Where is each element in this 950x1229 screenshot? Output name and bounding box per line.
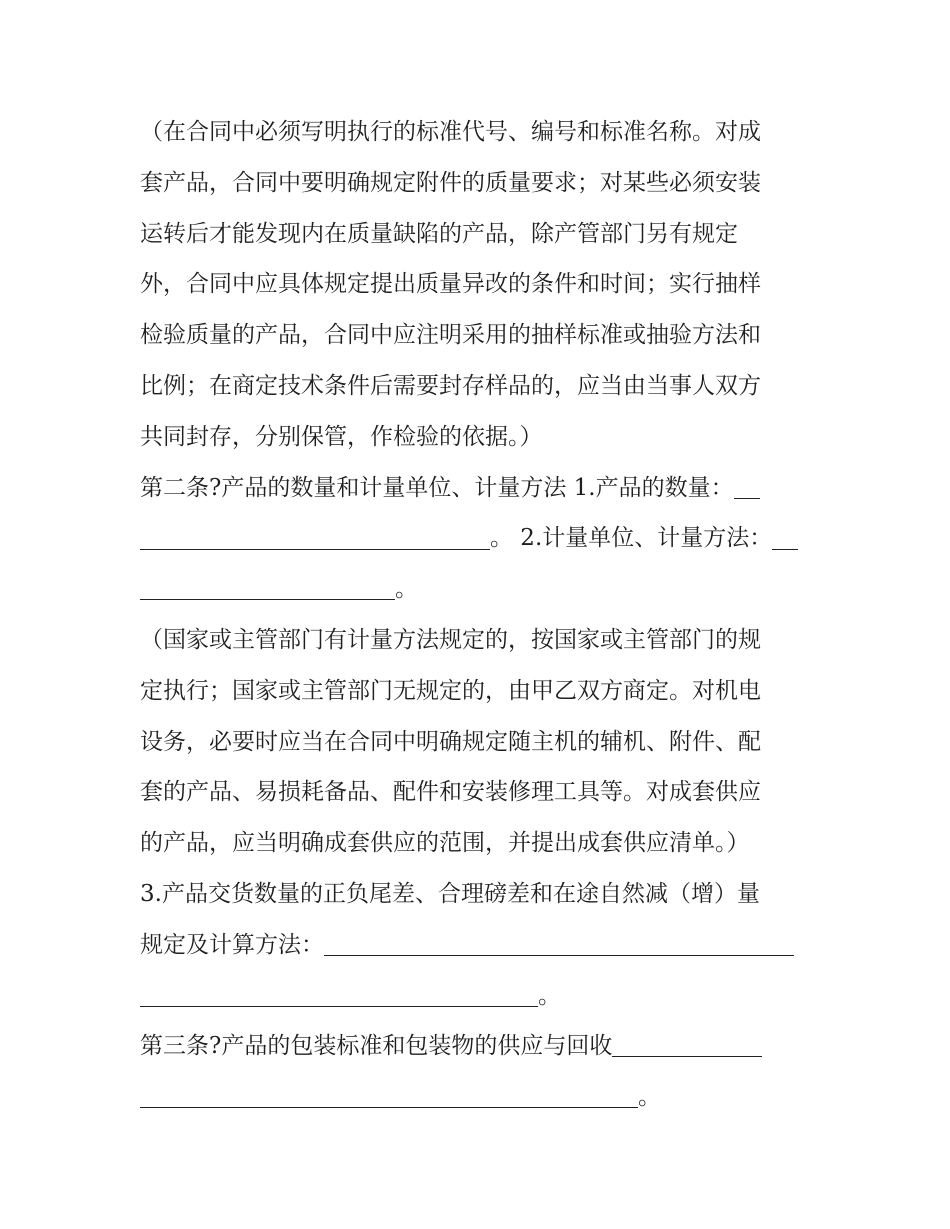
packaging-blank[interactable]	[612, 1030, 762, 1057]
contract-page	[140, 107, 812, 1123]
unit-method-blank-continued[interactable]	[140, 573, 395, 600]
article-2-heading	[140, 463, 812, 514]
article-2-line-2	[140, 513, 812, 564]
item-3-line-2	[140, 920, 812, 971]
quantity-note-line: 套的产品、易损耗备品、配件和安装修理工具等。对成套供应	[140, 779, 761, 806]
calculation-method-blank-continued[interactable]	[140, 979, 538, 1006]
article-2	[140, 463, 812, 615]
packaging-blank-continued[interactable]	[140, 1081, 638, 1108]
quality-note-line: 共同封存，分别保管，作检验的依据。）	[140, 423, 543, 450]
quantity-note	[140, 615, 812, 869]
line-end-period: 。	[638, 1084, 661, 1111]
article-3	[140, 1021, 812, 1123]
quantity-note-line: 设务，必要时应当在合同中明确规定随主机的辅机、附件、配	[140, 728, 761, 755]
quantity-note-line: （国家或主管部门有计量方法规定的，按国家或主管部门的规	[140, 626, 761, 653]
quantity-blank[interactable]	[734, 471, 760, 498]
article-2-line-3	[140, 564, 812, 615]
quality-note	[140, 107, 812, 463]
item-3	[140, 869, 812, 1021]
item-3-line-1: 3.产品交货数量的正负尾差、合理磅差和在途自然减（增）量	[140, 880, 760, 907]
quantity-note-line: 定执行；国家或主管部门无规定的，由甲乙双方商定。对机电	[140, 677, 761, 704]
article-3-heading	[140, 1021, 812, 1072]
quality-note-line: 比例；在商定技术条件后需要封存样品的，应当由当事人双方	[140, 372, 761, 399]
quality-note-line: （在合同中必须写明执行的标准代号、编号和标准名称。对成	[140, 119, 761, 145]
quantity-blank-continued[interactable]	[140, 522, 490, 549]
unit-method-blank[interactable]	[772, 522, 798, 549]
line-end-period: 。	[538, 982, 561, 1009]
line-end-period: 。	[395, 576, 418, 603]
item-3-line-3	[140, 971, 812, 1022]
article-2-heading-text: 第二条?产品的数量和计量单位、计量方法 1.产品的数量：	[140, 474, 734, 501]
quality-note-line: 套产品，合同中要明确规定附件的质量要求；对某些必须安装	[140, 169, 761, 196]
quantity-note-line: 的产品，应当明确成套供应的范围，并提出成套供应清单。）	[140, 830, 750, 857]
article-3-line-2	[140, 1072, 812, 1123]
quality-note-line: 外，合同中应具体规定提出质量异改的条件和时间；实行抽样	[140, 271, 761, 298]
item-3-label: 规定及计算方法：	[140, 931, 324, 958]
quality-note-line: 运转后才能发现内在质量缺陷的产品，除产管部门另有规定	[140, 220, 738, 247]
calculation-method-blank[interactable]	[324, 928, 794, 955]
item-2-text: 。 2.计量单位、计量方法：	[490, 525, 773, 552]
quality-note-line: 检验质量的产品，合同中应注明采用的抽样标准或抽验方法和	[140, 322, 761, 349]
article-3-heading-text: 第三条?产品的包装标准和包装物的供应与回收	[140, 1033, 613, 1060]
